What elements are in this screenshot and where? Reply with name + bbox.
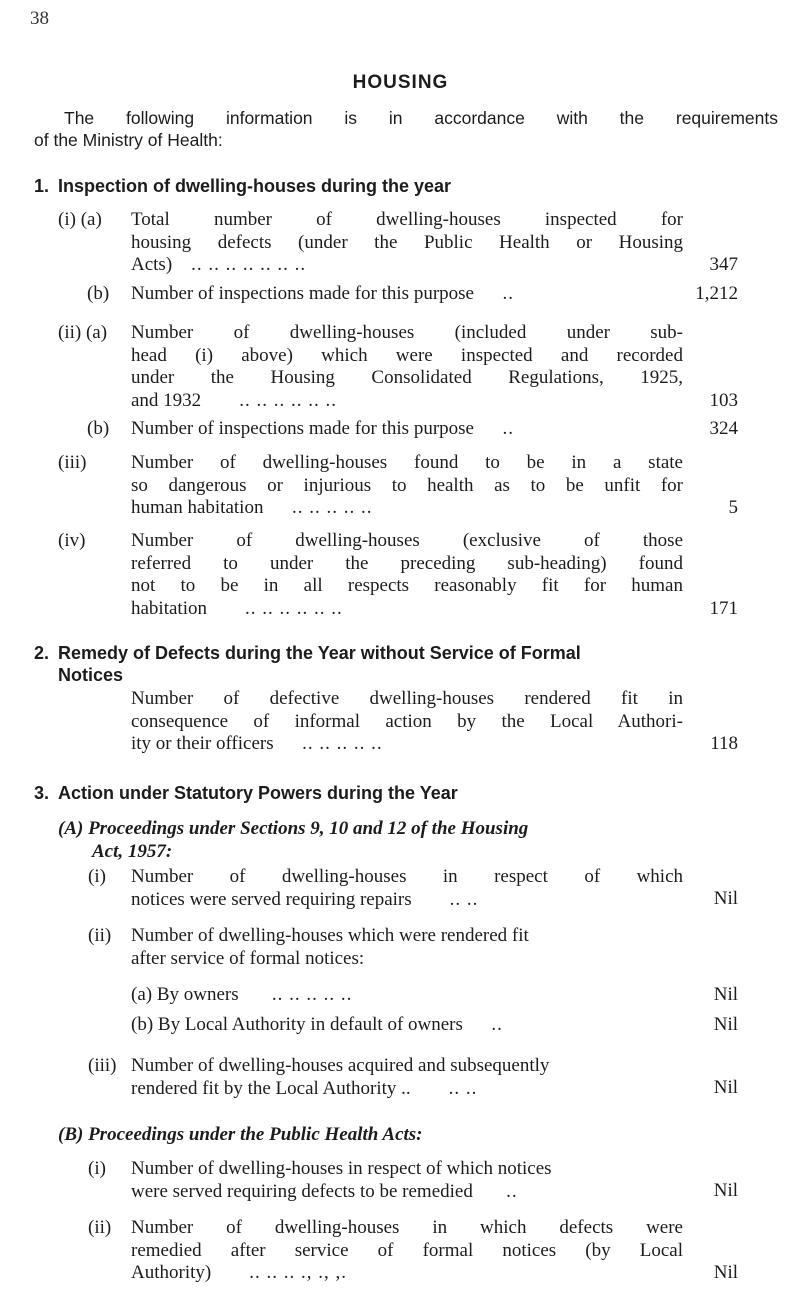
item-text-line: housing defects (under the Public Health or Housing bbox=[131, 231, 683, 253]
item-text-line: Number of dwelling-houses acquired and subsequently bbox=[131, 1055, 550, 1076]
item-1-ii-a bbox=[58, 322, 738, 414]
subsection-A-heading bbox=[58, 817, 758, 863]
item-3A-i bbox=[88, 866, 738, 912]
roman-label: (i) bbox=[58, 209, 76, 230]
item-text-line: head (i) above) which were inspected and recorded bbox=[131, 344, 683, 366]
roman-label: (iii) bbox=[88, 1055, 117, 1076]
item-text-line: human habitation bbox=[131, 497, 264, 518]
leader-dots: .. .. .. .. .. bbox=[271, 984, 353, 1005]
item-text-line: and 1932 bbox=[131, 389, 202, 411]
intro-line-2: of the Ministry of Health: bbox=[34, 130, 223, 150]
item-value: Nil bbox=[713, 1014, 738, 1035]
subsection-label: (A) bbox=[58, 818, 84, 839]
section-title-line-1: Remedy of Defects during the Year without Service of Formal bbox=[58, 643, 581, 663]
subsection-B-heading bbox=[58, 1123, 758, 1147]
item-text-line: Number of dwelling-houses found to be in a state bbox=[131, 452, 683, 473]
roman-label: (ii) bbox=[88, 925, 112, 946]
leader-dots: .. bbox=[502, 283, 514, 304]
item-3A-iii bbox=[88, 1055, 738, 1101]
item-3A-ii bbox=[88, 925, 738, 971]
item-text-line: Number of dwelling-houses (included under sub- bbox=[131, 322, 683, 343]
section-title-line-2: Notices bbox=[58, 665, 124, 685]
leader-dots: .. .. .. .. .. .. bbox=[244, 597, 343, 619]
roman-label: (i) bbox=[88, 866, 106, 887]
section-3-heading bbox=[34, 782, 778, 804]
item-text: By owners bbox=[156, 984, 239, 1005]
item-value: Nil bbox=[713, 1180, 738, 1201]
item-value: 103 bbox=[709, 390, 738, 411]
item-value: 1,212 bbox=[695, 283, 738, 304]
leader-dots: .. .. bbox=[448, 1077, 478, 1099]
letter-label: (a) bbox=[131, 984, 153, 1005]
item-text-line: Number of dwelling-houses in respect of which notices bbox=[131, 1158, 552, 1179]
intro-paragraph bbox=[34, 107, 778, 151]
letter-label: (b) bbox=[87, 418, 110, 439]
roman-label: (iii) bbox=[58, 452, 87, 473]
item-text-line: ity or their officers bbox=[131, 733, 274, 754]
item-text: By Local Authority in default of owners bbox=[157, 1014, 463, 1035]
leader-dots: .. bbox=[506, 1180, 518, 1202]
leader-dots: .. .. .. .. .. bbox=[291, 497, 373, 518]
item-1-i-a bbox=[58, 209, 738, 279]
section-title: Inspection of dwelling-houses during the year bbox=[58, 176, 452, 196]
subsection-title-line-1: Proceedings under Sections 9, 10 and 12 of the Housing bbox=[88, 818, 529, 839]
section-number: 2. bbox=[34, 643, 50, 663]
item-value: Nil bbox=[713, 1077, 738, 1098]
subsection-title-line-2: Act, 1957: bbox=[92, 841, 173, 862]
item-text-line: Number of dwelling-houses which were rendered fit bbox=[131, 925, 529, 946]
leader-dots: .. .. .. .. .. bbox=[302, 733, 383, 754]
item-value: Nil bbox=[713, 1262, 738, 1283]
item-text-line: Authority) bbox=[131, 1262, 212, 1283]
item-text-line: Total number of dwelling-houses inspected for bbox=[131, 209, 683, 230]
item-text-line: Acts) bbox=[131, 254, 173, 275]
item-3B-i bbox=[88, 1158, 738, 1204]
letter-label: (a) bbox=[85, 322, 108, 343]
leader-dots: .. .. bbox=[449, 888, 479, 910]
item-text-line: were served requiring defects to be remedied bbox=[131, 1180, 473, 1202]
roman-label: (i) bbox=[88, 1158, 106, 1179]
item-3A-ii-b bbox=[88, 1014, 738, 1038]
item-text-line: Number of dwelling-houses in respect of which bbox=[131, 866, 683, 887]
section-1-heading bbox=[34, 175, 778, 197]
subsection-label: (B) bbox=[58, 1124, 84, 1145]
letter-label: (b) bbox=[87, 283, 110, 304]
item-text-line: remedied after service of formal notices (by Local bbox=[131, 1239, 683, 1261]
item-text-line: rendered fit by the Local Authority .. bbox=[131, 1077, 411, 1099]
item-text-line: Number of dwelling-houses in which defects were bbox=[131, 1217, 683, 1238]
leader-dots: .. .. .. .. .. .. .. bbox=[191, 254, 307, 275]
item-text-line: referred to under the preceding sub-heading) found bbox=[131, 552, 683, 574]
item-value: Nil bbox=[713, 888, 738, 909]
item-text-line: consequence of informal action by the Local Authori- bbox=[131, 710, 683, 732]
section-number: 3. bbox=[34, 783, 50, 803]
item-1-iii bbox=[58, 452, 738, 522]
item-1-ii-b bbox=[58, 418, 738, 442]
item-text-line: not to be in all respects reasonably fit for human bbox=[131, 575, 683, 596]
letter-label: (a) bbox=[80, 209, 102, 230]
item-text-line: notices were served requiring repairs bbox=[131, 888, 412, 910]
item-1-iv bbox=[58, 530, 738, 622]
leader-dots: .. bbox=[502, 418, 514, 439]
item-text: Number of inspections made for this purpose bbox=[131, 418, 474, 439]
item-3A-ii-a bbox=[88, 984, 738, 1008]
item-value: 118 bbox=[710, 733, 738, 754]
item-value: 5 bbox=[728, 497, 738, 518]
item-text-line: after service of formal notices: bbox=[131, 947, 365, 969]
item-2 bbox=[58, 688, 738, 758]
item-value: 347 bbox=[709, 254, 738, 275]
item-text: Number of inspections made for this purpose bbox=[131, 283, 474, 304]
leader-dots: .. bbox=[491, 1014, 503, 1035]
item-3B-ii bbox=[88, 1217, 738, 1287]
section-2-heading bbox=[34, 642, 778, 686]
item-value: Nil bbox=[713, 984, 738, 1005]
item-1-i-b bbox=[58, 283, 738, 307]
leader-dots: .. .. .. ., ., ,. bbox=[249, 1262, 347, 1283]
roman-label: (ii) bbox=[88, 1217, 112, 1238]
section-number: 1. bbox=[34, 176, 50, 196]
intro-line-1: The following information is in accordance with the requirements bbox=[64, 108, 778, 128]
subsection-title: Proceedings under the Public Health Acts: bbox=[88, 1124, 423, 1145]
item-text-line: Number of dwelling-houses (exclusive of those bbox=[131, 530, 683, 551]
page-title: HOUSING bbox=[352, 72, 449, 93]
page-number: 38 bbox=[30, 8, 49, 29]
roman-label: (ii) bbox=[58, 322, 82, 343]
item-text-line: Number of defective dwelling-houses rendered fit in bbox=[131, 688, 683, 709]
item-text-line: habitation bbox=[131, 597, 207, 619]
item-text-line: under the Housing Consolidated Regulations, 1925, bbox=[131, 367, 683, 388]
item-value: 324 bbox=[709, 418, 738, 439]
roman-label: (iv) bbox=[58, 530, 86, 551]
section-title: Action under Statutory Powers during the Year bbox=[58, 783, 458, 803]
item-text-line: so dangerous or injurious to health as to be unfit for bbox=[131, 474, 683, 496]
leader-dots: .. .. .. .. .. .. bbox=[239, 389, 337, 411]
letter-label: (b) bbox=[131, 1014, 154, 1035]
item-value: 171 bbox=[709, 598, 738, 619]
